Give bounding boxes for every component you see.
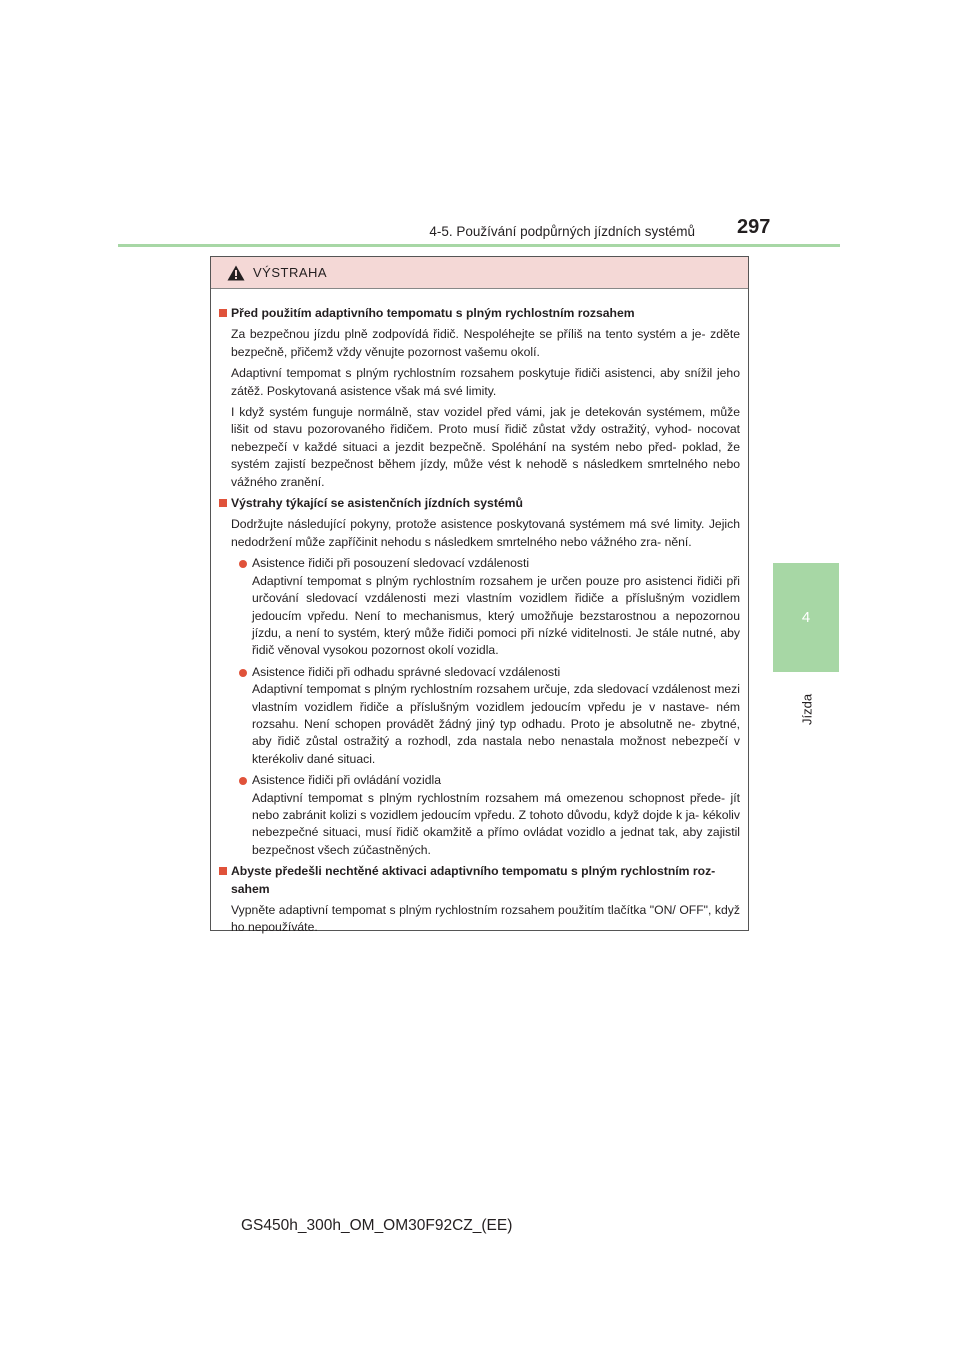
header-section-title: 4-5. Používání podpůrných jízdních systémů <box>429 224 695 239</box>
paragraph: I když systém funguje normálně, stav vozidel před vámi, jak je detekován systémem, může lišit od stavu pozorovaného řidičem. Proto musí řidič zůstat vždy ostražitý, vyhod- nocovat nebezpečí v každé situaci a jezdit bezpečně. Spoléhání na systém nebo před- poklad, že systém zajistí bezpečnost během jízdy, může vést k nehodě s následkem smrtelného nebo vážného zranění. <box>231 405 740 489</box>
bullet-dot-icon <box>239 560 247 568</box>
bullet-title: Asistence řidiči při ovládání vozidla <box>252 773 441 788</box>
bullet-text: Adaptivní tempomat s plným rychlostním rozsahem má omezenou schopnost přede- jít nebo zabránit kolizi s vozidlem jedoucím vpředu. Z tohoto důvodu, když dojde k ja- kékoliv nebezpečné situaci, musí řidič okamžitě a přímo ovládat vozidlo a jednat tak, aby zajistil bezpečnost všech zúčastněných. <box>252 790 740 857</box>
warning-header <box>211 257 748 289</box>
bullet-dot-icon <box>239 777 247 785</box>
section-title-text: Výstrahy týkající se asistenčních jízdních systémů <box>231 496 523 511</box>
warning-triangle-icon <box>227 265 245 281</box>
paragraph: Vypněte adaptivní tempomat s plným rychlostním rozsahem použitím tlačítka "ON/ OFF", když ho nepoužíváte. <box>231 903 740 935</box>
chapter-tab <box>773 563 839 672</box>
section-title-text: Před použitím adaptivního tempomatu s plným rychlostním rozsahem <box>231 306 635 320</box>
header-rule <box>118 244 840 247</box>
bullet-title: Asistence řidiči při posouzení sledovací vzdálenosti <box>252 556 530 571</box>
section-marker-icon <box>219 867 227 875</box>
bullet-text: Adaptivní tempomat s plným rychlostním rozsahem určuje, zda sledovací vzdálenost mezi vlastním vozidlem řidiče a příslušným vozidlem jedoucím vpředu je v nastave- ném rozsahu. Není schopen provádět žádný jiný typ odhadu. Proto je absolutně ne- zbytné, aby řidič zůstal ostražitý a rozhodl, zda nastala nebo nenastala možnost nebezpečí v kterékoliv dané situaci. <box>252 682 740 766</box>
bullet-title: Asistence řidiči při odhadu správné sledovací vzdálenosti <box>252 664 561 679</box>
warning-title: VÝSTRAHA <box>253 265 328 280</box>
section-title-text: Abyste předešli nechtěné aktivaci adaptivního tempomatu s plným rychlostním roz- sahem <box>231 864 716 896</box>
section-title <box>219 305 740 322</box>
warning-body <box>211 289 748 937</box>
section-title <box>219 495 740 512</box>
paragraph: Za bezpečnou jízdu plně zodpovídá řidič. Nespoléhejte se příliš na tento systém a je- zděte bezpečně, přičemž vždy věnujte pozornost vašemu okolí. <box>231 327 740 359</box>
document-code-footer: GS450h_300h_OM_OM30F92CZ_(EE) <box>241 1217 513 1234</box>
warning-box <box>210 256 749 935</box>
section-title <box>219 863 740 898</box>
bullet-dot-icon <box>239 669 247 677</box>
bullet-text: Adaptivní tempomat s plným rychlostním rozsahem je určen pouze pro asistenci řidiči při určování sledovací vzdálenosti mezi vlastním vozidlem řidiče a příslušným vozidlem jedoucím vpředu. Není to mechanismus, který umožňuje bezstarostnou a nepozornou jízdu, a není to systém, který může řidiči pomoci při nízké viditelnosti. Je stále nutné, aby řidič věnoval vysokou pozornost okolí vozidla. <box>252 573 740 658</box>
list-item <box>219 772 740 859</box>
chapter-number: 4 <box>801 609 811 626</box>
list-item <box>219 555 740 659</box>
page-number: 297 <box>737 216 771 238</box>
paragraph: Adaptivní tempomat s plným rychlostním rozsahem poskytuje řidiči asistenci, aby snížil jeho zátěž. Poskytovaná asistence však má své limity. <box>231 366 740 398</box>
section-marker-icon <box>219 499 227 507</box>
list-item <box>219 664 740 768</box>
section-marker-icon <box>219 309 227 317</box>
chapter-label: Jízda <box>799 693 815 725</box>
paragraph: Dodržujte následující pokyny, protože asistence poskytovaná systémem má své limity. Jejich nedodržení může zapříčinit nehodu s následkem smrtelného nebo vážného zra- nění. <box>231 517 740 549</box>
